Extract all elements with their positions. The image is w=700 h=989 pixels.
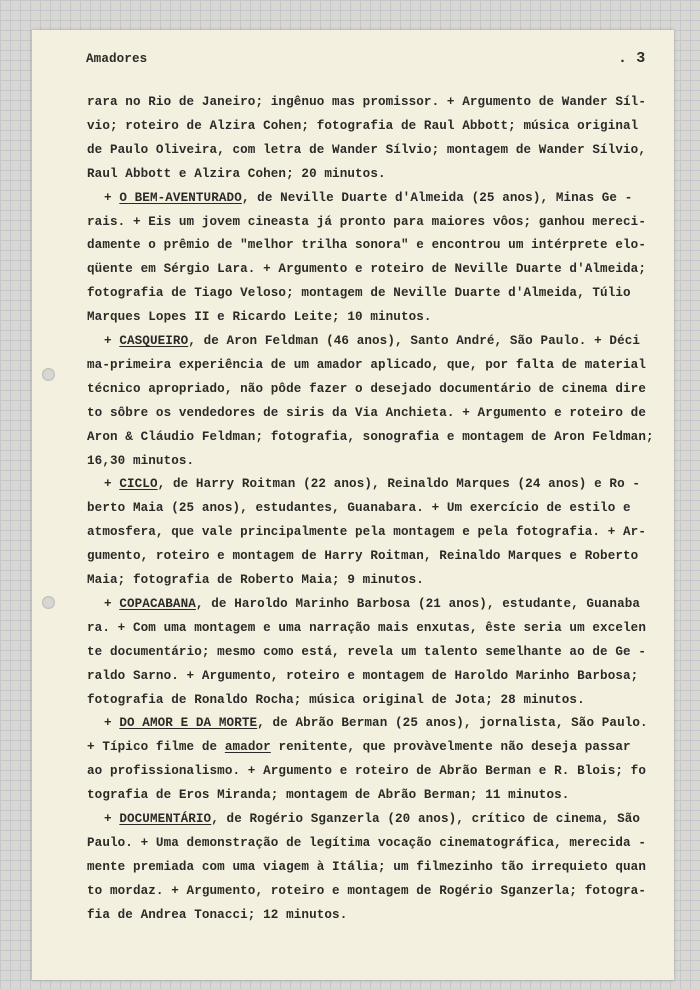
page-header-title: Amadores: [86, 52, 148, 66]
text-segment: Paulo. + Uma demonstração de legítima vocação cinematográfica, merecida -: [87, 835, 646, 850]
entry-first-line: [104, 476, 640, 492]
entry-first-line: [104, 811, 640, 827]
text-segment: mente premiada com uma viagem à Itália; um filmezinho tão irrequieto quan: [87, 859, 646, 874]
text-line: [87, 692, 585, 708]
text-line: [87, 237, 646, 253]
text-segment: +: [104, 812, 120, 826]
text-segment: +: [104, 477, 120, 492]
underlined-title: DOCUMENTÁRIO: [119, 812, 212, 826]
text-line: [87, 524, 646, 540]
underlined-title: amador: [224, 740, 271, 755]
entry-first-line: [104, 333, 640, 349]
text-segment: to sôbre os vendedores de siris da Via Anchieta. + Argumento e roteiro de: [87, 405, 646, 420]
text-segment: , de Rogério Sganzerla (20 anos), crítico de cinema, São: [211, 812, 641, 826]
text-segment: fotografia de Tiago Veloso; montagem de Neville Duarte d'Almeida, Túlio: [87, 286, 631, 301]
text-line: [87, 261, 646, 277]
text-line: [87, 500, 631, 516]
text-segment: berto Maia (25 anos), estudantes, Guanabara. + Um exercício de estilo e: [87, 501, 631, 516]
text-segment: raldo Sarno. + Argumento, roteiro e montagem de Haroldo Marinho Barbosa;: [87, 668, 639, 683]
text-segment: técnico apropriado, não pôde fazer o desejado documentário de cinema dire: [87, 381, 646, 396]
text-line: [87, 309, 432, 325]
page-number: . 3: [618, 50, 646, 67]
underlined-title: O BEM-AVENTURADO: [119, 190, 242, 205]
text-segment: gumento, roteiro e montagem de Harry Roitman, Reinaldo Marques e Roberto: [87, 549, 639, 564]
text-segment: ao profissionalismo. + Argumento e roteiro de Abrão Berman e R. Blois; fo: [87, 764, 646, 779]
text-segment: ra. + Com uma montagem e uma narração mais enxutas, êste seria um excelen: [87, 620, 646, 635]
entry-first-line: [104, 190, 632, 206]
text-line: [87, 94, 646, 110]
text-line: [87, 883, 646, 899]
text-segment: Raul Abbott e Alzira Cohen; 20 minutos.: [87, 166, 386, 181]
text-segment: , de Haroldo Marinho Barbosa (21 anos), estudante, Guanaba: [195, 596, 641, 611]
text-line: [87, 739, 631, 755]
text-segment: Marques Lopes II e Ricardo Leite; 10 minutos.: [87, 310, 432, 325]
text-segment: , de Harry Roitman (22 anos), Reinaldo Marques (24 anos) e Ro -: [157, 477, 641, 492]
text-line: [87, 859, 646, 875]
text-segment: damente o prêmio de "melhor trilha sonora" e encontrou um intérprete elo-: [87, 238, 646, 253]
text-segment: de Paulo Oliveira, com letra de Wander Sílvio; montagem de Wander Sílvio,: [87, 142, 646, 157]
text-segment: qüente em Sérgio Lara. + Argumento e roteiro de Neville Duarte d'Almeida;: [87, 262, 646, 277]
text-line: [87, 548, 638, 564]
underlined-title: DO AMOR E DA MORTE: [119, 716, 258, 731]
text-segment: rais. + Eis um jovem cineasta já pronto para maiores vôos; ganhou mereci-: [87, 214, 646, 229]
text-line: [87, 620, 646, 636]
text-line: [87, 142, 646, 158]
text-line: [87, 668, 638, 684]
entry-first-line: [104, 715, 648, 731]
text-segment: , de Aron Feldman (46 anos), Santo André, São Paulo. + Déci: [188, 334, 641, 348]
text-segment: +: [104, 716, 120, 731]
underlined-title: CASQUEIRO: [119, 334, 189, 348]
text-line: [87, 787, 569, 803]
text-segment: atmosfera, que vale principalmente pela montagem e pela fotografia. + Ar-: [87, 525, 646, 540]
text-line: [87, 357, 646, 373]
document-page: [32, 30, 674, 980]
text-segment: Maia; fotografia de Roberto Maia; 9 minutos.: [87, 573, 424, 587]
text-segment: +: [104, 596, 120, 611]
text-line: [87, 405, 646, 421]
text-segment: + Típico filme de: [87, 740, 225, 755]
text-line: [87, 214, 646, 230]
text-line: [87, 285, 631, 301]
text-segment: ma-primeira experiência de um amador aplicado, que, por falta de material: [87, 357, 646, 372]
text-segment: fotografia de Ronaldo Rocha; música original de Jota; 28 minutos.: [87, 692, 585, 707]
text-line: [87, 381, 646, 397]
text-segment: +: [104, 190, 120, 205]
entry-first-line: [104, 596, 640, 612]
text-segment: renitente, que provàvelmente não deseja passar: [270, 740, 631, 755]
text-line: [87, 835, 646, 851]
text-segment: fia de Andrea Tonacci; 12 minutos.: [87, 907, 348, 922]
text-segment: , de Abrão Berman (25 anos), jornalista, São Paulo.: [257, 716, 648, 731]
text-segment: te documentário; mesmo como está, revela um talento semelhante ao de Ge -: [87, 644, 646, 659]
text-line: [87, 453, 194, 469]
text-line: [87, 429, 654, 445]
text-segment: to mordaz. + Argumento, roteiro e montagem de Rogério Sganzerla; fotogra-: [87, 883, 646, 898]
text-segment: 16,30 minutos.: [87, 453, 195, 468]
text-line: [87, 907, 347, 923]
text-line: [87, 118, 638, 134]
text-segment: +: [104, 334, 120, 348]
underlined-title: COPACABANA: [119, 596, 196, 611]
text-segment: vio; roteiro de Alzira Cohen; fotografia de Raul Abbott; música original: [87, 118, 639, 133]
text-line: [87, 572, 424, 588]
text-line: [87, 644, 646, 660]
underlined-title: CICLO: [119, 477, 158, 492]
punch-hole: [42, 368, 55, 381]
text-line: [87, 166, 386, 182]
text-segment: Aron & Cláudio Feldman; fotografia, sonografia e montagem de Aron Feldman;: [87, 429, 654, 444]
text-line: [87, 763, 646, 779]
text-segment: tografia de Eros Miranda; montagem de Abrão Berman; 11 minutos.: [87, 788, 570, 803]
text-segment: rara no Rio de Janeiro; ingênuo mas promissor. + Argumento de Wander Síl-: [87, 95, 646, 109]
punch-hole: [42, 596, 55, 609]
text-segment: , de Neville Duarte d'Almeida (25 anos), Minas Ge -: [241, 190, 633, 205]
